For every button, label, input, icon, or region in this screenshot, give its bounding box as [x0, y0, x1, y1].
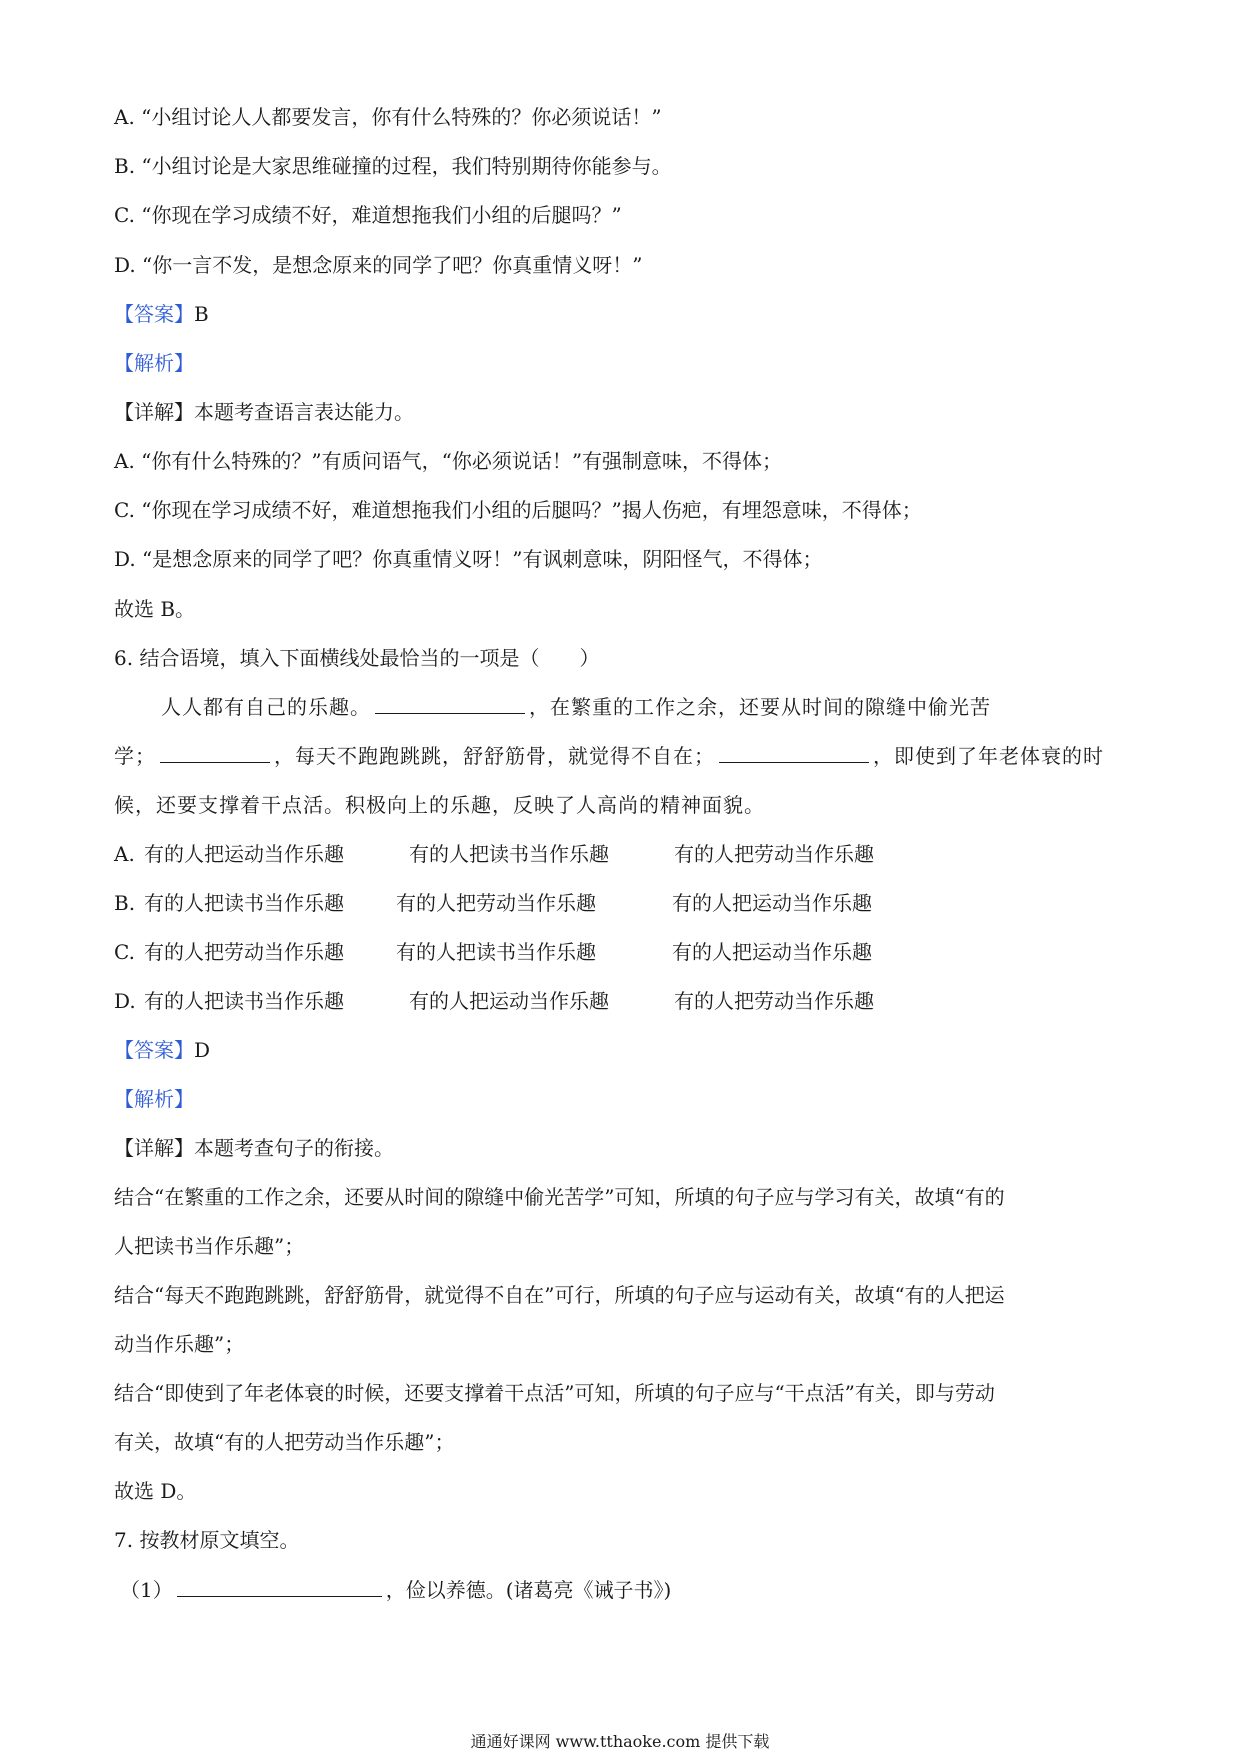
option-part-1: 有的人把读书当作乐趣 — [144, 989, 344, 1013]
q6-option-b — [114, 890, 872, 916]
q5-conclusion: 故选 B。 — [114, 597, 196, 621]
answer-value: B — [194, 302, 209, 326]
q6-analysis-tag: 【解析】 — [114, 1087, 194, 1111]
q6-explanation-line-2: 人把读书当作乐趣”； — [114, 1234, 305, 1258]
option-part-3: 有的人把运动当作乐趣 — [672, 940, 872, 964]
item-text: ，俭以养德。(诸葛亮《诫子书》) — [385, 1578, 672, 1602]
passage-text: ，即使到了年老体衰的时 — [873, 744, 1104, 768]
q5-answer — [114, 301, 209, 327]
q6-explanation-line-5: 结合“即使到了年老体衰的时候，还要支撑着干点活”可知，所填的句子应与“干点活”有关，即与劳动 — [114, 1381, 995, 1405]
q5-option-c: C. “你现在学习成绩不好，难道想拖我们小组的后腿吗？” — [114, 203, 622, 227]
q6-answer — [114, 1037, 210, 1063]
q7-stem: 7. 按教材原文填空。 — [114, 1528, 300, 1552]
q6-option-a — [114, 841, 874, 867]
q6-explanation-line-1: 结合“在繁重的工作之余，还要从时间的隙缝中偷光苦学”可知，所填的句子应与学习有关，故填“有的 — [114, 1185, 1005, 1209]
q6-explanation-line-4: 动当作乐趣”； — [114, 1332, 245, 1356]
q5-option-a: A. “小组讨论人人都要发言，你有什么特殊的？你必须说话！” — [114, 105, 662, 129]
answer-tag: 【答案】 — [114, 302, 194, 326]
answer-value: D — [194, 1038, 211, 1062]
q6-conclusion: 故选 D。 — [114, 1479, 197, 1503]
passage-text: 学； — [114, 744, 156, 768]
q5-option-b: B. “小组讨论是大家思维碰撞的过程，我们特别期待你能参与。 — [114, 154, 672, 178]
q7-item-1 — [120, 1577, 671, 1603]
q5-explanation-d: D. “是想念原来的同学了吧？你真重情义呀！”有讽刺意味，阴阳怪气，不得体； — [114, 547, 823, 571]
q5-analysis-tag: 【解析】 — [114, 351, 194, 375]
q6-passage-line-2 — [114, 743, 1104, 769]
passage-text: 人人都有自己的乐趣。 — [161, 695, 371, 719]
q6-stem: 6. 结合语境，填入下面横线处最恰当的一项是（ ） — [114, 646, 600, 670]
q6-passage-line-3: 候，还要支撑着干点活。积极向上的乐趣，反映了人高尚的精神面貌。 — [114, 793, 765, 817]
answer-tag: 【答案】 — [114, 1038, 194, 1062]
q6-explanation-line-3: 结合“每天不跑跑跳跳，舒舒筋骨，就觉得不自在”可行，所填的句子应与运动有关，故填“有的人把运 — [114, 1283, 1005, 1307]
item-number: （1） — [120, 1578, 173, 1602]
option-part-3: 有的人把劳动当作乐趣 — [674, 842, 874, 866]
fill-blank-1[interactable] — [375, 695, 525, 714]
option-part-2: 有的人把读书当作乐趣 — [396, 940, 596, 964]
footer-credit: 通通好课网 www.tthaoke.com 提供下载 — [470, 1732, 770, 1751]
q6-explanation-line-6: 有关，故填“有的人把劳动当作乐趣”； — [114, 1430, 455, 1454]
option-part-2: 有的人把劳动当作乐趣 — [396, 891, 596, 915]
q5-detail: 【详解】本题考查语言表达能力。 — [114, 400, 414, 424]
fill-blank-q7-1[interactable] — [177, 1578, 382, 1597]
option-part-1: 有的人把运动当作乐趣 — [144, 842, 344, 866]
passage-text: ，每天不跑跑跳跳，舒舒筋骨，就觉得不自在； — [274, 744, 715, 768]
option-part-1: 有的人把读书当作乐趣 — [144, 891, 344, 915]
option-label: A. — [114, 842, 135, 866]
q5-option-d: D. “你一言不发，是想念原来的同学了吧？你真重情义呀！” — [114, 253, 643, 277]
q6-passage-line-1 — [161, 694, 991, 720]
passage-text: ，在繁重的工作之余，还要从时间的隙缝中偷光苦 — [529, 695, 991, 719]
q6-option-c — [114, 939, 872, 965]
fill-blank-2[interactable] — [160, 744, 270, 763]
option-part-1: 有的人把劳动当作乐趣 — [144, 940, 344, 964]
option-part-3: 有的人把运动当作乐趣 — [672, 891, 872, 915]
q5-explanation-a: A. “你有什么特殊的？”有质问语气，“你必须说话！”有强制意味，不得体； — [114, 449, 783, 473]
fill-blank-3[interactable] — [719, 744, 869, 763]
option-label: D. — [114, 989, 136, 1013]
option-part-2: 有的人把运动当作乐趣 — [409, 989, 609, 1013]
option-label: C. — [114, 940, 135, 964]
q5-explanation-c: C. “你现在学习成绩不好，难道想拖我们小组的后腿吗？”揭人伤疤，有埋怨意味，不得体； — [114, 498, 922, 522]
option-part-3: 有的人把劳动当作乐趣 — [674, 989, 874, 1013]
option-label: B. — [114, 891, 136, 915]
option-part-2: 有的人把读书当作乐趣 — [409, 842, 609, 866]
q6-detail: 【详解】本题考查句子的衔接。 — [114, 1136, 394, 1160]
q6-option-d — [114, 988, 874, 1014]
